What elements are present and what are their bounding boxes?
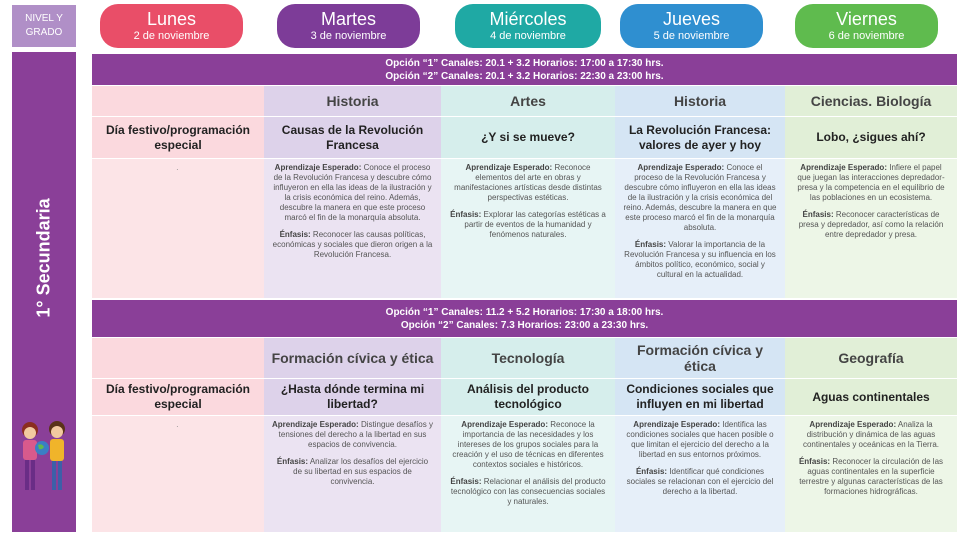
enfasis-label: Énfasis: bbox=[634, 240, 667, 249]
program-title-lunes-2: Día festivo/programación especial bbox=[92, 379, 264, 415]
enfasis-text: Identificar qué condiciones sociales se relacionan con el ejercicio del derecho a la libertad. bbox=[626, 467, 774, 496]
program-title-viernes-2: Aguas continentales bbox=[785, 379, 957, 415]
description-jueves-1 bbox=[615, 159, 785, 298]
day-name: Jueves bbox=[662, 9, 721, 29]
enfasis-text: Valorar la importancia de la Revolución Francesa y su influencia en los ámbitos político, económico, social y cultural en la actualidad. bbox=[624, 240, 776, 279]
description-viernes-1 bbox=[785, 159, 957, 298]
enfasis-text: Explorar las categorías estéticas a partir de eventos de la humanidad y fenómenos naturales. bbox=[464, 210, 606, 239]
day-date: 5 de noviembre bbox=[653, 30, 730, 42]
aprendizaje-text: Infiere el papel que juegan las interacciones depredador-presa y la competencia en el equilibrio de las poblaciones en un ecosistema. bbox=[797, 163, 945, 202]
aprendizaje-label: Aprendizaje Esperado: bbox=[274, 163, 362, 172]
enfasis-label: Énfasis: bbox=[450, 477, 482, 486]
girl-figure bbox=[22, 422, 38, 490]
subject-jueves-1: Historia bbox=[615, 86, 785, 116]
program-title-jueves-1: La Revolución Francesa: valores de ayer y hoy bbox=[615, 117, 785, 158]
enfasis-label: Énfasis: bbox=[279, 230, 311, 239]
day-header-martes bbox=[277, 4, 420, 48]
program-title-jueves-2: Condiciones sociales que influyen en mi libertad bbox=[615, 379, 785, 415]
aprendizaje-label: Aprendizaje Esperado: bbox=[272, 420, 359, 429]
description-lunes-1 bbox=[92, 159, 264, 298]
day-name: Lunes bbox=[146, 9, 197, 29]
enfasis-text: Reconocer la circulación de las aguas continentales en la superficie terrestre y algunas características de las formaciones hidrográficas. bbox=[799, 457, 944, 496]
description-miercoles-1 bbox=[441, 159, 615, 298]
day-name: Viernes bbox=[836, 9, 897, 29]
aprendizaje-label: Aprendizaje Esperado: bbox=[633, 420, 720, 429]
boy-figure bbox=[49, 421, 65, 490]
subject-miercoles-1: Artes bbox=[441, 86, 615, 116]
aprendizaje-label: Aprendizaje Esperado: bbox=[800, 163, 887, 172]
schedule-option-1: Opción “1” Canales: 20.1 + 3.2 Horarios: 17:00 a 17:30 hrs. bbox=[385, 58, 664, 69]
day-header-miercoles bbox=[455, 4, 601, 48]
aprendizaje-text: Conoce el proceso de la Revolución Francesa y descubre cómo influyeron en ella las ideas de la ilustración y la crisis económica del reino. Además, descubre la manera en que este proceso marcó el fin de la monarquía absoluta. bbox=[273, 163, 432, 222]
description-viernes-2 bbox=[785, 416, 957, 532]
aprendizaje-text: Distingue desafíos y tensiones del derecho a la libertad en sus espacios de convivencia. bbox=[278, 420, 433, 449]
day-header-lunes bbox=[100, 4, 243, 48]
schedule-option-1: Opción “1” Canales: 11.2 + 5.2 Horarios: 17:30 a 18:00 hrs. bbox=[385, 307, 664, 318]
subject-jueves-2: Formación cívica y ética bbox=[615, 338, 785, 378]
description-miercoles-2 bbox=[441, 416, 615, 532]
aprendizaje-label: Aprendizaje Esperado: bbox=[465, 163, 553, 172]
globe-icon bbox=[35, 441, 49, 455]
subject-lunes-1 bbox=[92, 86, 264, 116]
aprendizaje-text: Reconoce elementos del arte en obras y manifestaciones artísticas desde distintas perspectivas estéticas. bbox=[454, 163, 602, 202]
program-title-miercoles-2: Análisis del producto tecnológico bbox=[441, 379, 615, 415]
aprendizaje-label: Aprendizaje Esperado: bbox=[637, 163, 725, 172]
day-date: 4 de noviembre bbox=[490, 30, 566, 42]
schedule-option-2: Opción “2” Canales: 20.1 + 3.2 Horarios: 22:30 a 23:00 hrs. bbox=[385, 71, 664, 82]
enfasis-label: Énfasis: bbox=[802, 210, 834, 219]
description-jueves-2 bbox=[615, 416, 785, 532]
enfasis-label: Énfasis: bbox=[276, 457, 309, 466]
subject-viernes-2: Geografía bbox=[785, 338, 957, 378]
program-title-viernes-1: Lobo, ¿sigues ahí? bbox=[785, 117, 957, 158]
nivel-grado-label: NIVEL Y GRADO bbox=[12, 5, 76, 47]
grade-label: 1° Secundaria bbox=[33, 198, 54, 318]
day-date: 6 de noviembre bbox=[828, 30, 905, 42]
day-header-viernes bbox=[795, 4, 938, 48]
enfasis-label: Énfasis: bbox=[635, 467, 668, 476]
aprendizaje-text: Analiza la distribución y dinámica de las aguas continentales y oceánicas en la Tierra. bbox=[802, 420, 940, 449]
subject-martes-2: Formación cívica y ética bbox=[264, 338, 441, 378]
subject-miercoles-2: Tecnología bbox=[441, 338, 615, 378]
students-illustration bbox=[12, 414, 76, 496]
day-name: Miércoles bbox=[489, 9, 567, 29]
aprendizaje-label: Aprendizaje Esperado: bbox=[809, 420, 897, 429]
enfasis-text: Relacionar el análisis del producto tecnológico con las consecuencias sociales y naturales. bbox=[450, 477, 606, 506]
subject-viernes-1: Ciencias. Biología bbox=[785, 86, 957, 116]
description-lunes-2 bbox=[92, 416, 264, 532]
aprendizaje-text: Reconoce la importancia de las necesidades y los intereses de los grupos sociales para la creación y el uso de técnicas en diferentes contextos sociales e históricos. bbox=[452, 420, 604, 469]
day-header-jueves bbox=[620, 4, 763, 48]
subject-lunes-2 bbox=[92, 338, 264, 378]
enfasis-text: Reconocer las causas políticas, económicas y sociales que dieron origen a la Revolución Francesa. bbox=[272, 230, 433, 259]
enfasis-text: Analizar los desafíos del ejercicio de su libertad en sus espacios de convivencia. bbox=[293, 457, 429, 486]
schedule-band-1 bbox=[92, 54, 957, 85]
bullet-mark: · bbox=[176, 165, 179, 174]
subject-martes-1: Historia bbox=[264, 86, 441, 116]
program-title-martes-1: Causas de la Revolución Francesa bbox=[264, 117, 441, 158]
program-title-martes-2: ¿Hasta dónde termina mi libertad? bbox=[264, 379, 441, 415]
enfasis-label: Énfasis: bbox=[450, 210, 482, 219]
day-name: Martes bbox=[320, 9, 376, 29]
aprendizaje-text: Conoce el proceso de la Revolución Francesa y descubre cómo influyeron en ella las ideas de la ilustración y la crisis económica del reino. Además, descubre la manera en que este proceso marcó el fin de la monarquía absoluta. bbox=[623, 163, 777, 232]
enfasis-label: Énfasis: bbox=[798, 457, 831, 466]
enfasis-text: Reconocer características de presa y depredador, así como la relación entre depredador y presa. bbox=[798, 210, 944, 239]
schedule-option-2: Opción “2” Canales: 7.3 Horarios: 23:00 a 23:30 hrs. bbox=[400, 320, 649, 331]
description-martes-2 bbox=[264, 416, 441, 532]
aprendizaje-text: Identifica las condiciones sociales que hacen posible o que limitan el ejercicio del derecho a la libertad en sus entornos próximos. bbox=[626, 420, 774, 459]
program-title-miercoles-1: ¿Y si se mueve? bbox=[441, 117, 615, 158]
description-martes-1 bbox=[264, 159, 441, 298]
program-title-lunes-1: Día festivo/programación especial bbox=[92, 117, 264, 158]
day-date: 2 de noviembre bbox=[133, 30, 210, 42]
schedule-band-2 bbox=[92, 300, 957, 337]
day-date: 3 de noviembre bbox=[310, 30, 387, 42]
aprendizaje-label: Aprendizaje Esperado: bbox=[461, 420, 548, 429]
bullet-mark: · bbox=[176, 422, 179, 431]
